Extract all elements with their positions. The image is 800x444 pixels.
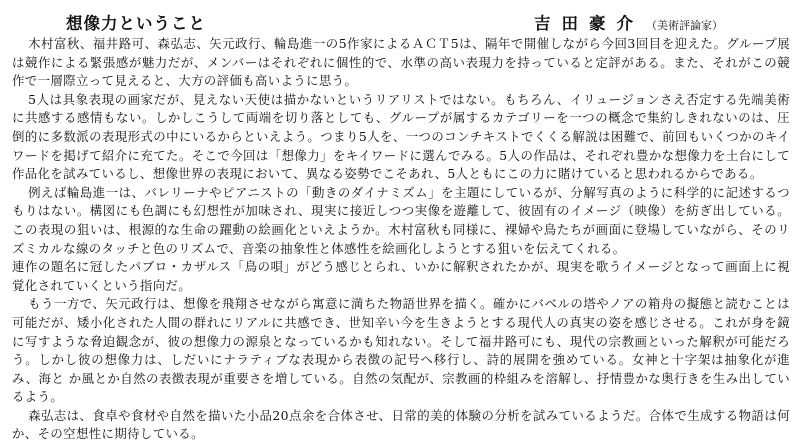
- author-role: （美術評論家）: [646, 19, 723, 32]
- paragraph: 連作の題名に冠したパブロ・カザルス「鳥の唄」がどう感じとられ、いかに解釈されたかが、現実を歌うイメージとなって画面上に視覚化されていくという指向だ。: [12, 259, 790, 293]
- paragraph: 木村富秋、福井路可、森弘志、矢元政行、輪島進一の5作家によるＡＣＴ5は、隔年で開催しながら今回3回目を迎えた。グループ展は競作による緊張感が魅力だが、メンバーはそれぞれに個性的で、水準の高い表現力を持っていると定評がある。また、それがこの競作で一層際立って見えると、大方の評価も高いように思う。: [12, 36, 790, 89]
- paragraph: 例えば輪島進一は、バレリーナやピアニストの「動きのダイナミズム」を主題にしているが、分解写真のように科学的に記述するつもりはない。構図にも色調にも幻想性が加味され、現実に接近しつつ実像を遊離して、彼固有のイメージ（映像）を紡ぎ出している。この表現の狙いは、根源的な生命の躍動の絵画化といえようか。木村富秋も同様に、裸婦や鳥たちが画面に登場していながら、そのリズミカルな線のタッチと色のリズムで、音楽の抽象性と体感性を絵画化しようとする狙いを伝えてくれる。: [12, 184, 790, 256]
- author-block: [534, 10, 723, 34]
- paragraph: 森弘志は、食卓や食材や自然を描いた小品20点余を合体させ、日常的美的体験の分析を試みているようだ。合体で生成する物語は何か、その空想性に期待している。: [12, 407, 790, 442]
- paragraph: 5人は具象表現の画家だが、見えない天使は描かないというリアリストではない。もちろん、イリュージョンさえ否定する先端美術に共感する感情もない。しかしこうして両端を切り落としても、グループが属するカテゴリーを一つの概念で集約しきれないのは、圧倒的に多数派の表現形式の中にいるからといえよう。つまり5人を、一つのコンチキストでくくる解説は困難で、前回もいくつかのキイワードを掲げて紹介に充てた。そこで今回は「想像力」をキイワードに選んでみる。5人の作品は、それぞれ豊かな想像力を土台にして作品化を試みているし、想像世界の表現において、異なる姿勢でこそあれ、5人ともにこの力に賭けていると思われるからである。: [12, 91, 790, 182]
- author-name: 吉田豪介: [534, 14, 644, 33]
- paragraph: もう一方で、矢元政行は、想像を飛翔させながら寓意に満ちた物語世界を描く。確かにバベルの塔やノアの箱舟の擬態と読むことは可能だが、矮小化された人間の群れにリアルに共感でき、世知辛い今を生きようとする現代人の真実の姿を感じさせる。これが身を鏡に写すような脅迫観念が、彼の想像力の源泉となっているかも知れない。そして福井路可にも、現代の宗教画といった解釈が可能だろう。しかし彼の想像力は、しだいにナラティブな表現から表徴の記号へ移行し、詩的展開を強めている。女神と十字架は抽象化が進み、海と か風とか自然の表徴表現が重要さを増している。自然の気配が、宗教画的枠組みを溶解し、抒情豊かな奥行きを生み出しているよう。: [12, 296, 790, 405]
- article-title: 想像力ということ: [66, 14, 206, 33]
- article-body: [12, 35, 790, 444]
